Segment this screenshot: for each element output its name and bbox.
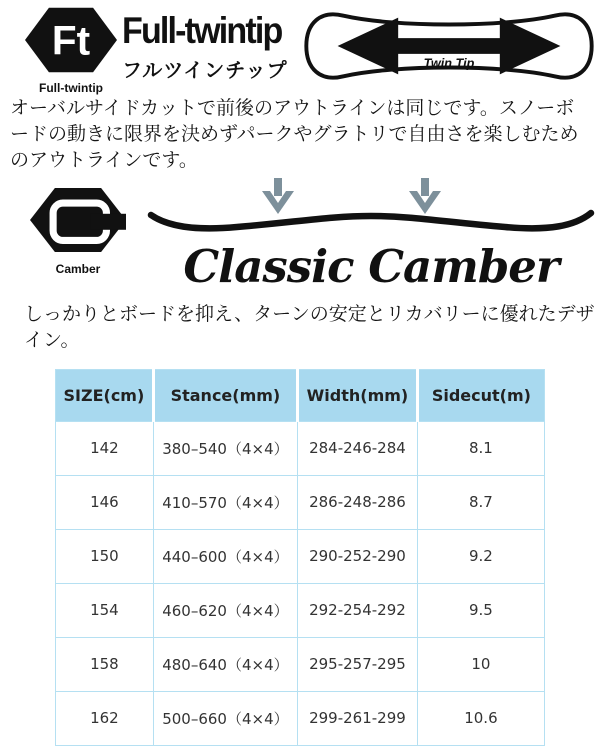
camber-section — [0, 172, 600, 294]
table-cell: 142 — [56, 421, 154, 475]
table-row — [56, 529, 545, 583]
header-size: SIZE(cm) — [56, 369, 154, 421]
camber-hexagon-icon — [30, 184, 126, 256]
twintip-section — [0, 0, 600, 95]
twintip-description: オーバルサイドカットで前後のアウトラインは同じです。スノーボードの動きに限界を決めずパークやグラトリで自由さを楽しむためのアウトラインです。 — [10, 98, 579, 171]
table-cell: 410–570（4×4） — [153, 475, 297, 529]
table-cell: 10 — [417, 637, 544, 691]
down-arrow-icon — [409, 178, 441, 214]
twintip-heading-block — [122, 12, 295, 83]
camber-profile-diagram — [145, 174, 597, 240]
table-cell: 286-248-286 — [298, 475, 418, 529]
fulltwintip-logo — [24, 5, 118, 95]
table-cell: 299-261-299 — [298, 691, 418, 745]
camber-logo-caption: Camber — [55, 262, 101, 276]
twintip-board-diagram — [301, 3, 597, 89]
table-cell: 440–600（4×4） — [153, 529, 297, 583]
fulltwintip-logo-caption: Full-twintip — [39, 81, 103, 95]
camber-logo — [28, 184, 128, 276]
twintip-heading-ja: フルツインチップ — [122, 60, 288, 82]
table-row — [56, 691, 545, 745]
header-stance: Stance(mm) — [153, 369, 297, 421]
table-cell: 154 — [56, 583, 154, 637]
spec-table — [55, 369, 545, 746]
table-row — [56, 421, 545, 475]
camber-curve — [151, 213, 591, 228]
camber-description: しっかりとボードを抑え、ターンの安定とリカバリーに優れたデザイン。 — [24, 304, 595, 351]
classic-camber-heading: Classic Camber — [183, 240, 559, 293]
table-cell: 162 — [56, 691, 154, 745]
table-cell: 8.7 — [417, 475, 544, 529]
table-cell: 292-254-292 — [298, 583, 418, 637]
table-cell: 150 — [56, 529, 154, 583]
header-sidecut: Sidecut(m) — [417, 369, 544, 421]
table-cell: 9.2 — [417, 529, 544, 583]
table-row — [56, 475, 545, 529]
table-cell: 10.6 — [417, 691, 544, 745]
down-arrow-icon — [262, 178, 294, 214]
table-cell: 500–660（4×4） — [153, 691, 297, 745]
header-width: Width(mm) — [298, 369, 418, 421]
table-cell: 460–620（4×4） — [153, 583, 297, 637]
table-row — [56, 637, 545, 691]
table-cell: 158 — [56, 637, 154, 691]
table-header-row — [56, 369, 545, 421]
table-cell: 146 — [56, 475, 154, 529]
twin-tip-label: Twin Tip — [423, 56, 475, 71]
table-cell: 480–640（4×4） — [153, 637, 297, 691]
table-cell: 8.1 — [417, 421, 544, 475]
table-cell: 9.5 — [417, 583, 544, 637]
fulltwintip-hexagon-icon — [25, 5, 117, 75]
twintip-heading: Full-twintip — [122, 10, 282, 51]
table-row — [56, 583, 545, 637]
fulltwintip-logo-letters: Ft — [51, 17, 91, 64]
table-cell: 295-257-295 — [298, 637, 418, 691]
table-cell: 290-252-290 — [298, 529, 418, 583]
table-cell: 284-246-284 — [298, 421, 418, 475]
camber-visuals — [145, 174, 597, 293]
table-cell: 380–540（4×4） — [153, 421, 297, 475]
